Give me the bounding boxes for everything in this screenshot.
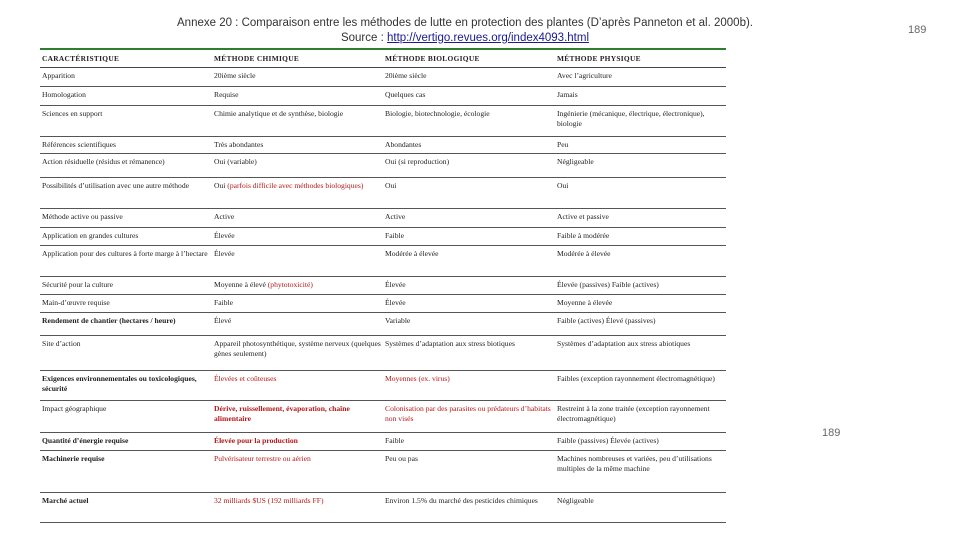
cell-chemical: Très abondantes: [212, 136, 383, 153]
table-row: [40, 136, 726, 153]
slide-title: [150, 16, 780, 46]
cell-chemical-note: (parfois difficile avec méthodes biologiques): [225, 180, 364, 190]
cell-chemical-value: Oui: [214, 180, 226, 190]
cell-chemical: Pulvérisateur terrestre ou aérien: [212, 450, 383, 492]
cell-biological: Élevée: [383, 294, 555, 312]
table-row: [40, 492, 726, 522]
cell-chemical: 32 milliards $US (192 milliards FF): [212, 492, 383, 522]
cell-biological: Colonisation par des parasites ou prédateurs d’habitats non visés: [383, 400, 555, 432]
table-row: [40, 105, 726, 136]
cell-biological: Modérée à élevée: [383, 245, 555, 276]
table-header: [40, 49, 726, 67]
table-row: [40, 245, 726, 276]
cell-physical: Peu: [555, 136, 726, 153]
cell-physical: Restreint à la zone traitée (exception rayonnement électromagnétique): [555, 400, 726, 432]
cell-physical: Active et passive: [555, 208, 726, 227]
cell-physical: Oui: [555, 177, 726, 208]
cell-chemical-note: (phytotoxicité): [265, 279, 313, 289]
source-label: Source :: [340, 32, 387, 44]
cell-physical: [555, 312, 726, 335]
cell-biological: Quelques cas: [383, 86, 555, 105]
header-chemical: MÉTHODE CHIMIQUE: [212, 49, 383, 67]
cell-physical: Moyenne à élevée: [555, 294, 726, 312]
cell-physical: Faibles (exception rayonnement électromagnétique): [555, 370, 726, 400]
cell-chemical: Faible: [212, 294, 383, 312]
cell-chemical: Dérive, ruissellement, évaporation, chaîne alimentaire: [212, 400, 383, 432]
cell-physical: Négligeable: [555, 153, 726, 177]
cell-characteristic: Sciences en support: [40, 105, 212, 136]
cell-characteristic: Impact géographique: [40, 400, 212, 432]
cell-biological: Élevée: [383, 276, 555, 294]
cell-biological: Abondantes: [383, 136, 555, 153]
cell-characteristic: Homologation: [40, 86, 212, 105]
table-row: [40, 67, 726, 86]
cell-characteristic: Possibilités d’utilisation avec une autre méthode: [40, 177, 212, 208]
source-line: [150, 31, 780, 46]
cell-characteristic: Machinerie requise: [40, 450, 212, 492]
cell-characteristic: Quantité d’énergie requise: [40, 432, 212, 450]
table-row: [40, 276, 726, 294]
table-row: [40, 177, 726, 208]
header-physical: MÉTHODE PHYSIQUE: [555, 49, 726, 67]
table-row: [40, 400, 726, 432]
cell-characteristic: Sécurité pour la culture: [40, 276, 212, 294]
table-row: [40, 86, 726, 105]
cell-biological: Oui: [383, 177, 555, 208]
cell-physical: Jamais: [555, 86, 726, 105]
cell-biological: Environ 1.5% du marché des pesticides chimiques: [383, 492, 555, 522]
table-row: [40, 294, 726, 312]
cell-characteristic: Application pour des cultures à forte marge à l’hectare: [40, 245, 212, 276]
cell-chemical: Élevé: [212, 312, 383, 335]
cell-characteristic: Apparition: [40, 67, 212, 86]
table-row: [40, 450, 726, 492]
table-row: [40, 432, 726, 450]
page-number: 189: [908, 24, 927, 36]
cell-chemical: Élevées et coûteuses: [212, 370, 383, 400]
page-number-side: 189: [822, 427, 841, 439]
cell-characteristic: Marché actuel: [40, 492, 212, 522]
cell-characteristic: Site d’action: [40, 335, 212, 370]
cell-biological: Moyennes (ex. virus): [383, 370, 555, 400]
comparison-table: [40, 48, 726, 523]
cell-chemical: Élevée: [212, 227, 383, 245]
cell-biological: Faible: [383, 432, 555, 450]
cell-chemical: Chimie analytique et de synthèse, biologie: [212, 105, 383, 136]
cell-characteristic: Application en grandes cultures: [40, 227, 212, 245]
source-link[interactable]: http://vertigo.revues.org/index4093.html: [387, 32, 590, 44]
cell-physical: Ingénierie (mécanique, électrique, électronique), biologie: [555, 105, 726, 136]
cell-physical: Modérée à élevée: [555, 245, 726, 276]
table-row: [40, 335, 726, 370]
cell-chemical: Oui (variable): [212, 153, 383, 177]
cell-physical: Systèmes d’adaptation aux stress abiotiques: [555, 335, 726, 370]
cell-biological: Active: [383, 208, 555, 227]
cell-biological: Biologie, biotechnologie, écologie: [383, 105, 555, 136]
cell-chemical: [212, 177, 383, 208]
cell-chemical: Élevée pour la production: [212, 432, 383, 450]
cell-characteristic: Main-d’œuvre requise: [40, 294, 212, 312]
cell-physical: Négligeable: [555, 492, 726, 522]
table-row: [40, 227, 726, 245]
title-line: Annexe 20 : Comparaison entre les méthodes de lutte en protection des plantes (D’après Panneton et al. 2000b).: [177, 17, 753, 29]
cell-physical: Avec l’agriculture: [555, 67, 726, 86]
cell-characteristic: Méthode active ou passive: [40, 208, 212, 227]
cell-biological: Faible: [383, 227, 555, 245]
table-row: [40, 208, 726, 227]
cell-characteristic: Rendement de chantier (hectares / heure): [40, 312, 212, 335]
table-row: [40, 312, 726, 335]
cell-characteristic: Références scientifiques: [40, 136, 212, 153]
cell-biological: Variable: [383, 312, 555, 335]
cell-chemical: [212, 276, 383, 294]
cell-chemical: Active: [212, 208, 383, 227]
cell-physical: Faible à modérée: [555, 227, 726, 245]
table-row: [40, 370, 726, 400]
header-characteristic: CARACTÉRISTIQUE: [40, 49, 212, 67]
cell-biological: Peu ou pas: [383, 450, 555, 492]
cell-biological: 20ième siècle: [383, 67, 555, 86]
cell-biological: Systèmes d’adaptation aux stress biotiques: [383, 335, 555, 370]
cell-chemical: Appareil photosynthétique, système nerveux (quelques gènes seulement): [212, 335, 383, 370]
cell-chemical: 20ième siècle: [212, 67, 383, 86]
cell-physical: Élevée (passives) Faible (actives): [555, 276, 726, 294]
cell-chemical-value: Moyenne à élevé: [214, 279, 266, 289]
cell-biological: Oui (si reproduction): [383, 153, 555, 177]
cell-chemical: Élevée: [212, 245, 383, 276]
cell-characteristic: Action résiduelle (résidus et rémanence): [40, 153, 212, 177]
table-row: [40, 153, 726, 177]
cell-chemical: Requise: [212, 86, 383, 105]
cell-physical: Machines nombreuses et variées, peu d’utilisations multiples de la même machine: [555, 450, 726, 492]
cell-characteristic: Exigences environnementales ou toxicologiques, sécurité: [40, 370, 212, 400]
cell-physical: Faible (passives) Élevée (actives): [555, 432, 726, 450]
cell-physical-value: Faible (actives) Élevé (passives): [557, 315, 656, 325]
header-biological: MÉTHODE BIOLOGIQUE: [383, 49, 555, 67]
